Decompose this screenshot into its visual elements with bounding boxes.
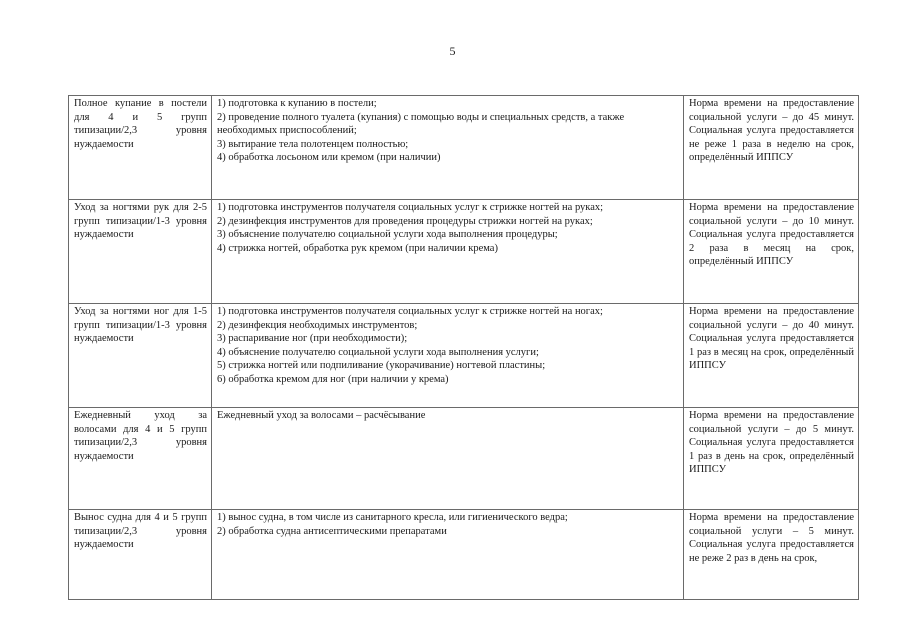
service-norm: Норма времени на предоставление социальной услуги – до 5 минут. Социальная услуга предоставляется 1 раз в день на срок, определённый ИППСУ <box>689 410 854 476</box>
service-norm-cell <box>684 510 859 600</box>
service-name: Уход за ногтями рук для 2-5 групп типизации/1-3 уровня нуждаемости <box>74 202 207 241</box>
service-norm: Норма времени на предоставление социальной услуги – 5 минут. Социальная услуга предоставляется не реже 2 раз в день на срок, <box>689 512 854 564</box>
service-steps-cell <box>212 200 684 304</box>
service-step: 1) подготовка инструментов получателя социальных услуг к стрижке ногтей на руках; <box>217 202 604 213</box>
service-steps-cell <box>212 408 684 510</box>
service-name: Ежедневный уход за волосами для 4 и 5 групп типизации/2,3 уровня нуждаемости <box>74 410 207 462</box>
service-steps-cell <box>212 304 684 408</box>
service-steps-cell <box>212 96 684 200</box>
service-name-cell <box>69 96 212 200</box>
service-norm: Норма времени на предоставление социальной услуги – до 45 минут. Социальная услуга предоставляется не реже 1 раза в неделю на срок, определённый ИППСУ <box>689 98 854 164</box>
services-table <box>68 95 859 600</box>
service-step: 4) объяснение получателю социальной услуги хода выполнения услуги; <box>217 346 539 358</box>
service-step: 2) обработка судна антисептическими препаратами <box>217 525 447 537</box>
service-step: 3) объяснение получателю социальной услуги хода выполнения процедуры; <box>217 229 558 241</box>
service-step: 6) обработка кремом для ног (при наличии у крема) <box>217 373 449 385</box>
service-step: 3) вытирание тела полотенцем полностью; <box>217 138 409 150</box>
table-row <box>69 510 859 600</box>
service-step: 2) дезинфекция инструментов для проведения процедуры стрижки ногтей на руках; <box>217 215 593 227</box>
service-norm-cell <box>684 200 859 304</box>
service-step: 4) обработка лосьоном или кремом (при наличии) <box>217 152 441 164</box>
service-name-cell <box>69 200 212 304</box>
service-step: 1) подготовка инструментов получателя социальных услуг к стрижке ногтей на ногах; <box>217 306 603 317</box>
service-name-cell <box>69 510 212 600</box>
service-name-cell <box>69 408 212 510</box>
table-row <box>69 408 859 510</box>
service-steps-cell <box>212 510 684 600</box>
table-row <box>69 304 859 408</box>
service-step: 3) распаривание ног (при необходимости); <box>217 333 408 345</box>
service-norm: Норма времени на предоставление социальной услуги – до 10 минут. Социальная услуга предоставляется 2 раза в месяц на срок, определённый ИППСУ <box>689 202 854 268</box>
service-name: Уход за ногтями ног для 1-5 групп типизации/1-3 уровня нуждаемости <box>74 306 207 345</box>
service-step: 1) вынос судна, в том числе из санитарного кресла, или гигиенического ведра; <box>217 512 568 523</box>
service-name-cell <box>69 304 212 408</box>
service-step: 4) стрижка ногтей, обработка рук кремом (при наличии крема) <box>217 242 498 254</box>
service-name: Полное купание в постели для 4 и 5 групп типизации/2,3 уровня нуждаемости <box>74 98 207 150</box>
service-step: 1) подготовка к купанию в постели; <box>217 98 377 109</box>
service-step: 5) стрижка ногтей или подпиливание (укорачивание) ногтевой пластины; <box>217 360 546 372</box>
service-norm-cell <box>684 304 859 408</box>
service-norm-cell <box>684 408 859 510</box>
service-step: 2) дезинфекция необходимых инструментов; <box>217 319 418 331</box>
service-name: Вынос судна для 4 и 5 групп типизации/2,3 уровня нуждаемости <box>74 512 207 551</box>
page-number: 5 <box>449 44 456 58</box>
service-step: 2) проведение полного туалета (купания) с помощью воды и специальных средств, а также необходимых приспособлений; <box>217 111 625 137</box>
table-row <box>69 96 859 200</box>
service-norm-cell <box>684 96 859 200</box>
service-step: Ежедневный уход за волосами – расчёсывание <box>217 410 426 421</box>
table-row <box>69 200 859 304</box>
service-norm: Норма времени на предоставление социальной услуги – до 40 минут. Социальная услуга предоставляется 1 раз в месяц на срок, определённый ИППСУ <box>689 306 854 372</box>
